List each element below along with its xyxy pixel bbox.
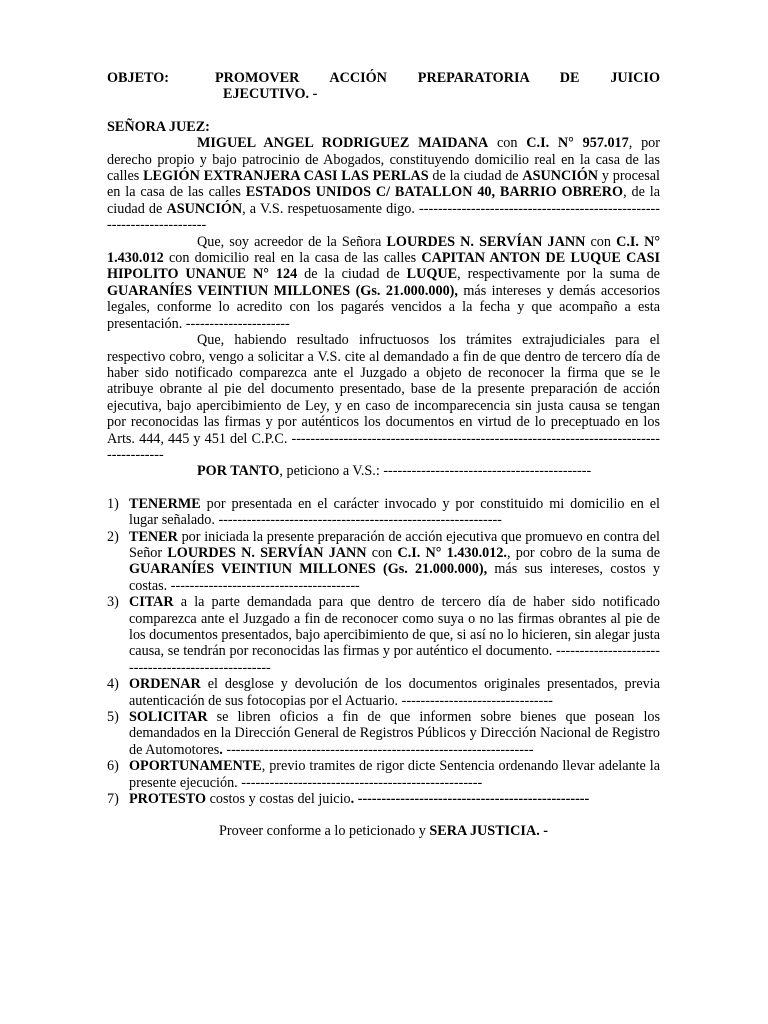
petition-item-4: 4) ORDENAR el desglose y devolución de los documentos originales presentados, previa autenticación de sus fotocopias por el Actuario. -------------------------------- [107,676,660,709]
petition-item-3: 3) CITAR a la parte demandada para que dentro de tercero día de haber sido notificado comparezca ante el Juzgado a fin de reconocer como suya o no las firmas obrantes al pie de los documentos presentados, bajo apercibimiento de que, si así no lo hicieren, sin alegar justa causa, se tendrán por reconocidas las firmas y por auténtico el documento. ---------------------------------------------------- [107,594,660,676]
petition-item-1: 1) TENERME por presentada en el carácter invocado y por constituido mi domicilio en el lugar señalado. ------------------------------------------------------------ [107,495,660,529]
salutation: SEÑORA JUEZ: [107,118,210,135]
petition-item-2: 2) TENER por iniciada la presente preparación de acción ejecutiva que promuevo en contra del Señor LOURDES N. SERVÍAN JANN con C.I. N° 1.430.012., por cobro de la suma de GUARANÍES VEINTIUN MILLONES (Gs. 21.000.000), más sus intereses, costos y costas. ---------------------------------------- [107,528,660,594]
claim-amount: GUARANÍES VEINTIUN MILLONES (Gs. 21.000.000), [107,282,458,299]
objeto-heading [107,70,660,103]
objeto-label: OBJETO: [107,70,170,86]
debtor-name: LOURDES N. SERVÍAN JANN [386,233,586,250]
petition-item-6: 6) OPORTUNAMENTE, previo tramites de rigor dicte Sentencia ordenando llevar adelante la presente ejecución. --------------------------------------------------- [107,758,660,791]
claimant-name: MIGUEL ANGEL RODRIGUEZ MAIDANA [197,135,489,152]
petition-list [107,496,660,808]
debtor-address: CAPITAN ANTON DE LUQUE CASI HIPOLITO UNANUE N° 124 [107,250,660,283]
objeto-text [215,70,660,103]
document-page [107,70,660,840]
debtor-ci: C.I. N° 1.430.012 [107,233,660,267]
paragraph-presentation: MIGUEL ANGEL RODRIGUEZ MAIDANA con C.I. N° 957.017, por derecho propio y bajo patrocinio de Abogados, constituyendo domicilio real en la casa de las calles LEGIÓN EXTRANJERA CASI LAS PERLAS de la ciudad de ASUNCIÓN y procesal en la casa de las calles ESTADOS UNIDOS C/ BATALLON 40, BARRIO OBRERO, de la ciudad de ASUNCIÓN, a V.S. respetuosamente digo. ------------------------------------------------------------------------ [107,135,660,234]
paragraph-request: Que, habiendo resultado infructuosos los trámites extrajudiciales para el respectivo cobro, vengo a solicitar a V.S. cite al demandado a fin de que dentro de tercero día de haber sido notificado comparezca ante el Juzgado a objeto de reconocer la firma que se le atribuye obrante al pie del documento presentado, base de la presente preparación de acción ejecutiva, bajo apercibimiento de Ley, y en caso de incomparecencia sin justa causa se tengan por reconocidas las firmas y por auténticos los documentos en virtud de lo preceptuado en los Arts. 444, 445 y 451 del C.P.C. ------------------------------------------------------------------------------------------ [107,332,660,463]
real-address: LEGIÓN EXTRANJERA CASI LAS PERLAS [143,168,429,185]
objeto-line-2: EJECUTIVO. - [223,86,318,103]
procedural-address: ESTADOS UNIDOS C/ BATALLON 40, BARRIO OBRERO [245,184,624,201]
claimant-ci: C.I. N° 957.017 [526,135,629,152]
petition-item-7: 7) PROTESTO costos y costas del juicio. ------------------------------------------------- [107,791,590,808]
closing-line: Proveer conforme a lo peticionado y SERA JUSTICIA. - [218,823,549,840]
objeto-line-1: PROMOVER ACCIÓN PREPARATORIA DE JUICIO [215,70,660,86]
petition-item-5: 5) SOLICITAR se libren oficios a fin de que informen sobre bienes que posean los demandados en la Dirección General de Registros Públicos y Dirección Nacional de Registro de Automotores. ----------------------------------------------------------------- [107,709,660,758]
por-tanto: POR TANTO, peticiono a V.S.: -------------------------------------------- [197,463,592,480]
sera-justicia: SERA JUSTICIA. - [429,823,549,840]
paragraph-creditor: Que, soy acreedor de la Señora LOURDES N. SERVÍAN JANN con C.I. N° 1.430.012 con domicilio real en la casa de las calles CAPITAN ANTON DE LUQUE CASI HIPOLITO UNANUE N° 124 de la ciudad de LUQUE, respectivamente por la suma de GUARANÍES VEINTIUN MILLONES (Gs. 21.000.000), más intereses y demás accesorios legales, conforme lo acredito con los pagarés vencidos a la fecha y que acompaño a esta presentación. ---------------------- [107,233,660,332]
